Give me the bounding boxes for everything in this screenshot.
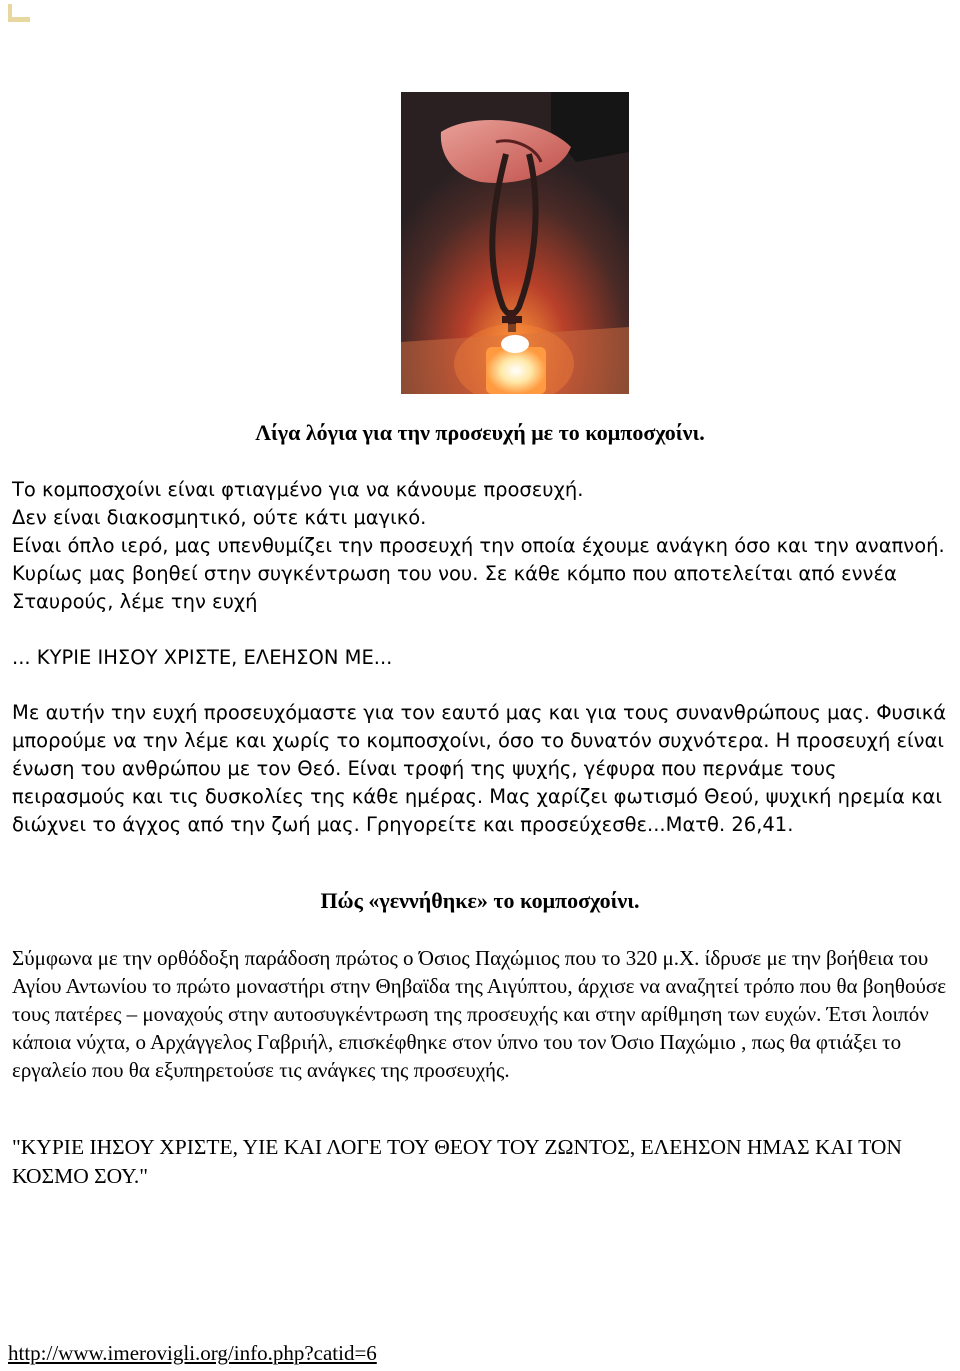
origin-heading: Πώς «γεννήθηκε» το κομποσχοίνι. bbox=[320, 888, 640, 913]
page-corner-marker bbox=[8, 4, 30, 22]
intro-line: Δεν είναι διακοσμητικό, ούτε κάτι μαγικό. bbox=[12, 506, 427, 529]
intro-heading: Λίγα λόγια για την προσευχή με το κομποσχοίνι. bbox=[255, 420, 705, 445]
intro-line: Το κομποσχοίνι είναι φτιαγμένο για να κάνουμε προσευχή. bbox=[12, 478, 584, 501]
body-paragraph: Με αυτήν την ευχή προσευχόμαστε για τον εαυτό μας και για τους συνανθρώπους μας. Φυσικά μπορούμε να την λέμε και χωρίς το κομποσχοίνι, όσο το δυνατόν συχνότερα. Η προσευχή είναι ένωση του ανθρώπου με τον Θεό. Είναι τροφή της ψυχής, γέφυρα που περνάμε τους πειρασμούς και τις δυσκολίες της κάθε ημέρας. Μας χαρίζει φωτισμό Θεού, ψυχική ηρεμία και διώχνει το άγχος από την ζωή μας. Γρηγορείτε και προσεύχεσθε...Ματθ. 26,41. bbox=[12, 701, 947, 836]
photo-illustration bbox=[401, 92, 629, 394]
origin-paragraph: Σύμφωνα με την ορθόδοξη παράδοση πρώτος ο Όσιος Παχώμιος που το 320 μ.Χ. ίδρυσε με την βοήθεια του Αγίου Αντωνίου το πρώτο μοναστήρι στην Θηβαϊδα της Αιγύπτου, άρχισε να αναζητεί τρόπο που θα βοηθούσε τους πατέρες – μοναχούς στην αυτοσυγκέντρωση της προσευχής και στην αρίθμηση των ευχών. Έτσι λοιπόν κάποια νύχτα, ο Αρχάγγελος Γαβριήλ, επισκέφθηκε στον ύπνο του τον Όσιο Παχώμιο , πως θα φτιάξει το εργαλείο που θα εξυπηρετούσε τις ανάγκες της προσευχής. bbox=[12, 946, 947, 1082]
prayer-rope-candle-photo bbox=[401, 92, 629, 394]
intro-paragraph bbox=[12, 476, 952, 616]
long-prayer: "ΚΥΡΙΕ ΙΗΣΟΥ ΧΡΙΣΤΕ, ΥΙΕ ΚΑΙ ΛΟΓΕ ΤΟΥ ΘΕΟΥ ΤΟΥ ΖΩΝΤΟΣ, ΕΛΕΗΣΟΝ ΗΜΑΣ ΚΑΙ ΤΟΝ ΚΟΣΜΟ ΣΟΥ." bbox=[12, 1135, 902, 1188]
intro-line: Κυρίως μας βοηθεί στην συγκέντρωση του νου. Σε κάθε κόμπο που αποτελείται από εννέα Σταυρούς, λέμε την ευχή bbox=[12, 562, 897, 613]
source-link[interactable]: http://www.imerovigli.org/info.php?catid=6 bbox=[8, 1341, 377, 1365]
intro-line: Είναι όπλο ιερό, μας υπενθυμίζει την προσευχή την οποία έχουμε ανάγκη όσο και την αναπνοή. bbox=[12, 534, 945, 557]
short-prayer: ... ΚΥΡΙΕ ΙΗΣΟΥ ΧΡΙΣΤΕ, ΕΛΕΗΣΟΝ ΜΕ... bbox=[12, 646, 393, 669]
